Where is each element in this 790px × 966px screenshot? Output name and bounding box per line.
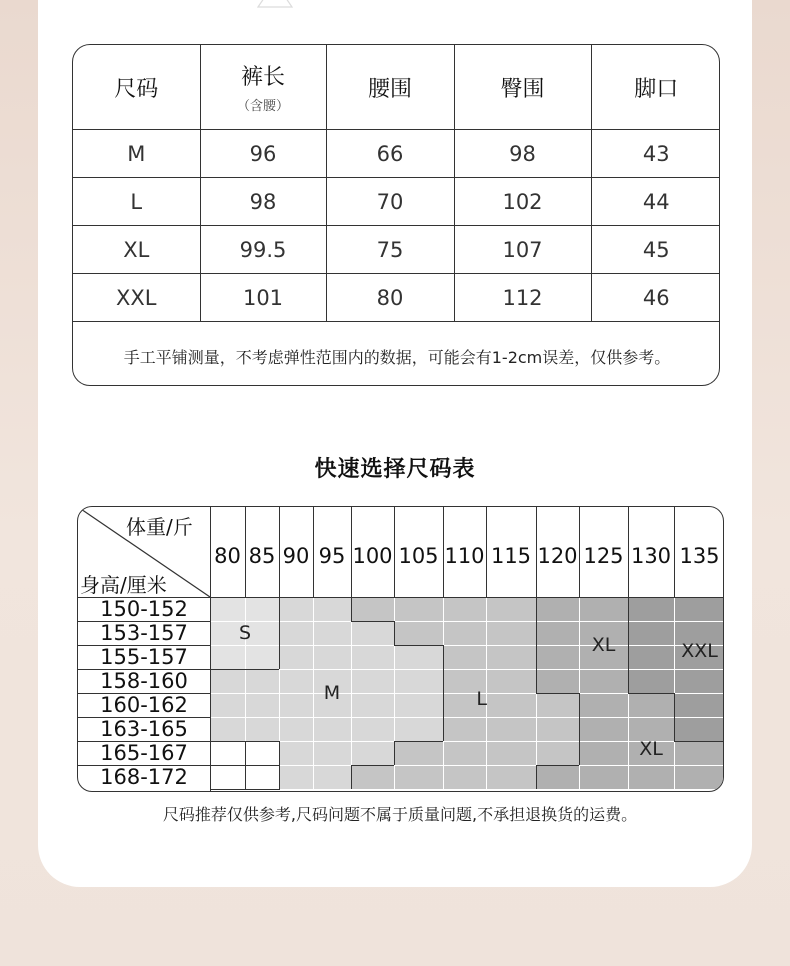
weight-label: 125: [583, 544, 624, 568]
zone-border: [579, 717, 580, 741]
size-cell-xxl: [674, 597, 724, 621]
size-cell-xxl: [628, 669, 674, 693]
size-cell-m: [313, 765, 351, 789]
zone-border: [443, 669, 444, 693]
size-cell-l: [394, 741, 443, 765]
zone-border: [579, 741, 580, 765]
hip-cell: 107: [454, 226, 591, 274]
zone-border: [351, 597, 352, 621]
size-cell-l: [486, 597, 536, 621]
waist-cell: 75: [326, 226, 454, 274]
size-cell-m: [279, 669, 313, 693]
height-label: 165-167: [100, 741, 188, 765]
size-cell-xl: [536, 765, 579, 789]
size-cell-m: [313, 645, 351, 669]
size-cell-l: [536, 741, 579, 765]
size-cell-xl: [579, 669, 628, 693]
size-cell-m: [245, 717, 279, 741]
size-cell-m: [279, 693, 313, 717]
size-cell-m: [351, 621, 394, 645]
weight-label: 130: [630, 544, 672, 568]
size-cell-xxl: [674, 669, 724, 693]
corner-height-label: 身高/厘米: [80, 573, 167, 597]
size-cell-l: [486, 717, 536, 741]
size-table-note: 手工平铺测量，不考虑弹性范围内的数据，可能会有1-2cm误差，仅供参考。: [73, 322, 720, 387]
size-cell-l: [486, 765, 536, 789]
size-cell-l: [443, 645, 486, 669]
weight-label: 100: [352, 544, 393, 568]
size-cell-m: [394, 669, 443, 693]
quick-size-chart: [77, 506, 724, 792]
size-cell-l: [351, 597, 394, 621]
size-cell: M: [73, 130, 200, 178]
size-cell-xl: [674, 765, 724, 789]
waist-cell: 70: [326, 178, 454, 226]
header-length-sub: （含腰）: [236, 99, 289, 114]
zone-border: [394, 741, 395, 765]
size-cell-m: [210, 693, 245, 717]
size-cell-m: [351, 645, 394, 669]
size-cell-m: [245, 669, 279, 693]
zone-border: [628, 597, 629, 621]
zone-label-xl: XL: [591, 634, 616, 656]
zone-border: [674, 717, 675, 741]
zone-border: [443, 645, 444, 669]
quick-chart-note: 尺码推荐仅供参考,尺码问题不属于质量问题,不承担退换货的运费。: [162, 805, 638, 824]
zone-border: [394, 621, 395, 645]
size-cell-m: [279, 765, 313, 789]
table-row: [73, 274, 720, 322]
size-cell-m: [351, 741, 394, 765]
zone-border: [351, 765, 352, 789]
size-table-grid: [73, 45, 720, 386]
weight-label: 85: [248, 544, 276, 568]
size-cell-xxl: [628, 597, 674, 621]
zone-border: [279, 621, 280, 645]
zone-border: [279, 597, 280, 621]
size-table-header: [73, 45, 720, 130]
size-cell-m: [245, 693, 279, 717]
zone-border: [579, 693, 580, 717]
waist-cell: 66: [326, 130, 454, 178]
size-cell-l: [536, 717, 579, 741]
size-cell-xxl: [628, 645, 674, 669]
weight-label: 95: [318, 544, 346, 568]
size-cell-m: [279, 645, 313, 669]
height-label: 158-160: [100, 669, 188, 693]
quick-chart-title: 快速选择尺码表: [314, 457, 476, 482]
hem-cell: 46: [591, 274, 720, 322]
zone-border: [351, 621, 394, 622]
length-cell: 96: [200, 130, 326, 178]
size-cell-xl: [674, 741, 724, 765]
zone-label-xxl: XXL: [681, 640, 718, 662]
corner-weight-label: 体重/斤: [126, 515, 193, 539]
height-label: 163-165: [100, 717, 188, 741]
size-cell-m: [351, 669, 394, 693]
grid-line: [210, 765, 724, 766]
zone-border: [628, 669, 629, 693]
size-cell-m: [279, 741, 313, 765]
height-label: 153-157: [100, 621, 188, 645]
zone-border: [394, 645, 443, 646]
size-table-note-row: [73, 322, 720, 387]
empty-cell-border: [245, 765, 280, 790]
size-cell-l: [443, 621, 486, 645]
header-size: 尺码: [73, 45, 200, 130]
zone-border: [443, 717, 444, 741]
zone-border: [279, 645, 280, 669]
size-cell-xl: [579, 597, 628, 621]
empty-cell-border: [210, 741, 246, 766]
zone-border: [351, 765, 394, 766]
grid-line: [210, 669, 724, 670]
size-cell-l: [486, 669, 536, 693]
size-cell-xl: [628, 693, 674, 717]
size-cell-xl: [536, 669, 579, 693]
size-cell-s: [245, 645, 279, 669]
height-label: 160-162: [100, 693, 188, 717]
grid-line: [210, 621, 724, 622]
weight-label: 120: [537, 544, 578, 568]
size-cell-xl: [579, 717, 628, 741]
table-row: [73, 226, 720, 274]
size-cell-xl: [536, 621, 579, 645]
header-hip: 臀围: [454, 45, 591, 130]
zone-border: [628, 621, 629, 645]
waist-cell: 80: [326, 274, 454, 322]
grid-line: [210, 645, 724, 646]
hem-cell: 45: [591, 226, 720, 274]
zone-label-s: S: [238, 622, 252, 644]
size-cell-m: [351, 717, 394, 741]
size-cell-m: [351, 693, 394, 717]
size-cell-m: [279, 597, 313, 621]
size-cell-xl: [579, 741, 628, 765]
size-cell-l: [443, 765, 486, 789]
hem-cell: 44: [591, 178, 720, 226]
size-cell-m: [394, 693, 443, 717]
empty-cell-border: [245, 741, 280, 766]
size-cell-m: [279, 621, 313, 645]
grid-line: [210, 717, 724, 718]
size-cell: XL: [73, 226, 200, 274]
size-cell-xl: [579, 693, 628, 717]
size-cell-xl: [628, 765, 674, 789]
size-cell-m: [313, 621, 351, 645]
length-cell: 98: [200, 178, 326, 226]
zone-border: [674, 693, 675, 717]
size-cell-l: [351, 765, 394, 789]
weight-label: 115: [490, 544, 532, 568]
size-cell-xl: [536, 645, 579, 669]
size-cell-xxl: [674, 693, 724, 717]
size-cell-l: [394, 765, 443, 789]
zone-border: [245, 669, 279, 670]
size-cell-xl: [579, 765, 628, 789]
zone-border: [536, 621, 537, 645]
zone-border: [628, 693, 674, 694]
zone-border: [536, 765, 579, 766]
size-cell-l: [394, 621, 443, 645]
size-cell-s: [210, 597, 245, 621]
hip-cell: 98: [454, 130, 591, 178]
size-cell-m: [313, 741, 351, 765]
zone-label-m: M: [323, 682, 341, 704]
size-cell-l: [486, 693, 536, 717]
size-cell: XXL: [73, 274, 200, 322]
zone-border: [210, 669, 245, 670]
header-hem: 脚口: [591, 45, 720, 130]
height-label: 155-157: [100, 645, 188, 669]
header-waist: 腰围: [326, 45, 454, 130]
triangle-decoration: [256, 0, 294, 8]
size-cell-l: [486, 621, 536, 645]
hip-cell: 102: [454, 178, 591, 226]
size-cell-l: [394, 597, 443, 621]
zone-border: [536, 645, 537, 669]
zone-border: [674, 741, 724, 742]
size-cell-m: [279, 717, 313, 741]
size-cell-l: [536, 693, 579, 717]
length-cell: 99.5: [200, 226, 326, 274]
size-cell-l: [443, 597, 486, 621]
size-cell-xxl: [628, 621, 674, 645]
zone-border: [628, 645, 629, 669]
size-table: [72, 44, 720, 386]
size-cell-m: [394, 717, 443, 741]
size-cell: L: [73, 178, 200, 226]
size-cell-l: [443, 741, 486, 765]
weight-label: 80: [214, 544, 241, 568]
weight-label: 90: [282, 544, 310, 568]
height-label: 150-152: [100, 597, 188, 621]
size-cell-l: [486, 645, 536, 669]
size-cell-s: [210, 645, 245, 669]
length-cell: 101: [200, 274, 326, 322]
size-cell-xl: [536, 597, 579, 621]
size-cell-xl: [628, 717, 674, 741]
zone-label-l: L: [476, 688, 487, 710]
table-row: [73, 178, 720, 226]
hem-cell: 43: [591, 130, 720, 178]
size-cell-m: [313, 717, 351, 741]
height-label: 168-172: [100, 765, 188, 789]
zone-border: [536, 693, 579, 694]
empty-cell-border: [210, 765, 246, 790]
weight-label: 110: [444, 544, 485, 568]
zone-border: [394, 741, 443, 742]
size-cell-xxl: [674, 717, 724, 741]
size-cell-m: [313, 597, 351, 621]
size-cell-s: [245, 597, 279, 621]
size-cell-m: [210, 717, 245, 741]
hip-cell: 112: [454, 274, 591, 322]
table-row: [73, 130, 720, 178]
size-cell-l: [443, 717, 486, 741]
zone-border: [443, 693, 444, 717]
weight-label: 135: [679, 544, 720, 568]
header-length: 裤长 （含腰）: [200, 45, 326, 130]
zone-label-xl: XL: [639, 738, 663, 761]
weight-label: 105: [398, 544, 439, 568]
size-cell-l: [486, 741, 536, 765]
size-cell-m: [210, 669, 245, 693]
size-cell-m: [394, 645, 443, 669]
zone-border: [536, 669, 537, 693]
zone-border: [536, 597, 537, 621]
zone-border: [536, 765, 537, 789]
